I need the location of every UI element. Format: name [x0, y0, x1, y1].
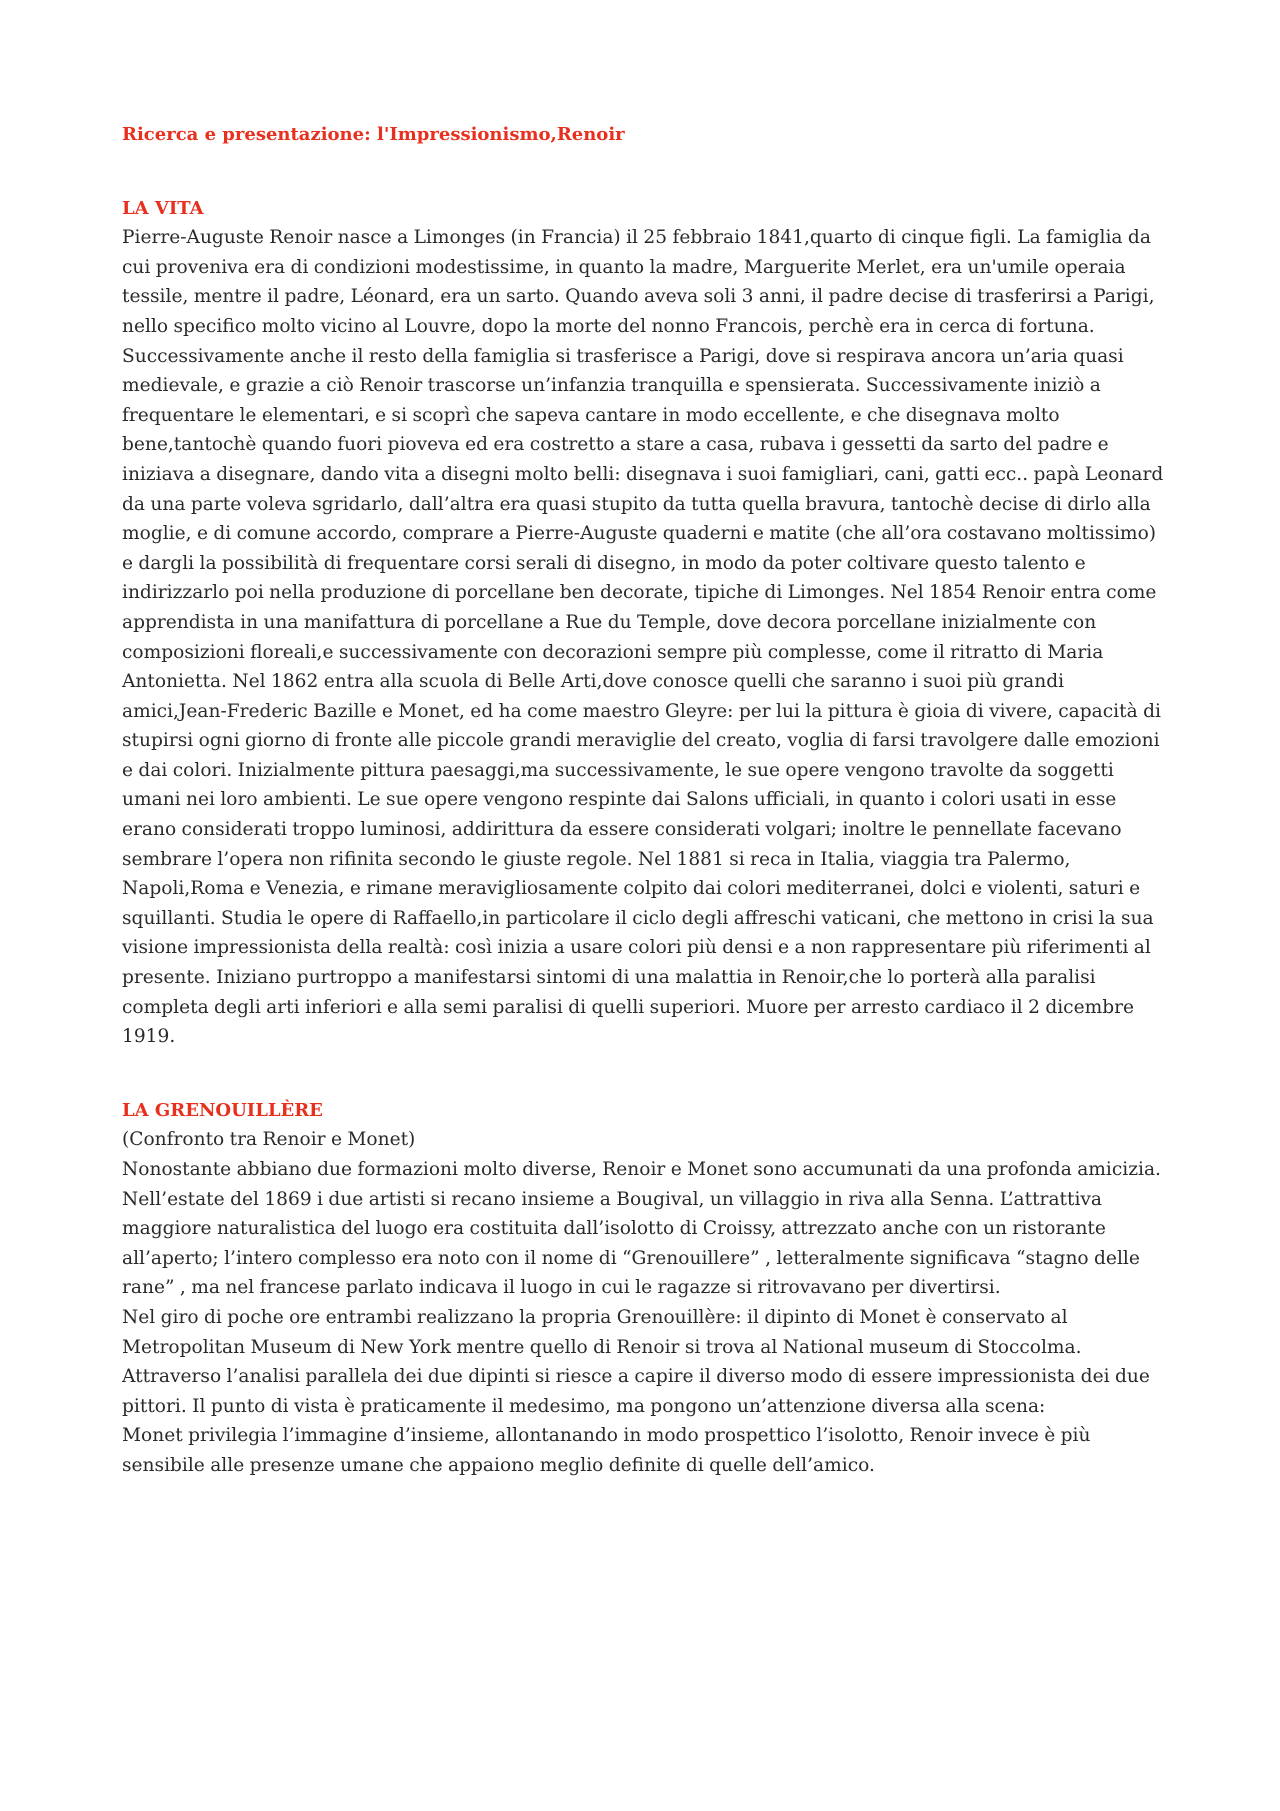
section-heading: LA VITA	[122, 197, 204, 219]
section-paragraph: Nel giro di poche ore entrambi realizzano la propria Grenouillère: il dipinto di Monet è conservato al Metropolitan Museum di New York mentre quello di Renoir si trova al National museum di Stoccolma.	[122, 1306, 1082, 1358]
section-paragraph: Nonostante abbiano due formazioni molto diverse, Renoir e Monet sono accumunati da una profonda amicizia.	[122, 1159, 1161, 1180]
section-la-vita	[122, 194, 1170, 1052]
spacer	[122, 150, 1170, 194]
document-page	[122, 120, 1170, 1481]
section-paragraph: Nell’estate del 1869 i due artisti si recano insieme a Bougival, un villaggio in riva alla Senna. L’attrattiva maggiore naturalistica del luogo era costituita dall’isolotto di Croissy, attrezzato anche con un ristorante all’aperto; l’intero complesso era noto con il nome di “Grenouillere” , letteralmente significava “stagno delle rane” , ma nel francese parlato indicava il luogo in cui le ragazze si ritrovavano per divertirsi.	[122, 1188, 1140, 1299]
section-paragraph: Monet privilegia l’immagine d’insieme, allontanando in modo prospettico l’isolotto, Renoir invece è più sensibile alle presenze umane che appaiono meglio definite di quelle dell’amico.	[122, 1425, 1091, 1476]
section-heading: LA GRENOUILLÈRE	[122, 1099, 323, 1121]
section-paragraph: Attraverso l’analisi parallela dei due dipinti si riesce a capire il diverso modo di essere impressionista dei due pittori. Il punto di vista è praticamente il medesimo, ma pongono un’attenzione diversa alla scena:	[122, 1366, 1150, 1417]
section-paragraph: Pierre-Auguste Renoir nasce a Limonges (in Francia) il 25 febbraio 1841,quarto di cinque figli. La famiglia da cui proveniva era di condizioni modestissime, in quanto la madre, Marguerite Merlet, era un'umile operaia tessile, mentre il padre, Léonard, era un sarto. Quando aveva soli 3 anni, il padre decise di trasferirsi a Parigi, nello specifico molto vicino al Louvre, dopo la morte del nonno Francois, perchè era in cerca di fortuna. Successivamente anche il resto della famiglia si trasferisce a Parigi, dove si respirava ancora un’aria quasi medievale, e grazie a ciò Renoir trascorse un’infanzia tranquilla e spensierata. Successivamente iniziò a frequentare le elementari, e si scoprì che sapeva cantare in modo eccellente, e che disegnava molto bene,tantochè quando fuori pioveva ed era costretto a stare a casa, rubava i gessetti da sarto del padre e iniziava a disegnare, dando vita a disegni molto belli: disegnava i suoi famigliari, cani, gatti ecc.. papà Leonard da una parte voleva sgridarlo, dall’altra era quasi stupito da tutta quella bravura, tantochè decise di dirlo alla moglie, e di comune accordo, comprare a Pierre-Auguste quaderni e matite (che all’ora costavano moltissimo) e dargli la possibilità di frequentare corsi serali di disegno, in modo da poter coltivare questo talento e indirizzarlo poi nella produzione di porcellane ben decorate, tipiche di Limonges. Nel 1854 Renoir entra come apprendista in una manifattura di porcellane a Rue du Temple, dove decora porcellane inizialmente con composizioni floreali,e successivamente con decorazioni sempre più complesse, come il ritratto di Maria Antonietta. Nel 1862 entra alla scuola di Belle Arti,dove conosce quelli che saranno i suoi più grandi amici,Jean-Frederic Bazille e Monet, ed ha come maestro Gleyre: per lui la pittura è gioia di vivere, capacità di stupirsi ogni giorno di fronte alle piccole grandi meraviglie del creato, voglia di farsi travolgere dalle emozioni e dai colori. Inizialmente pittura paesaggi,ma successivamente, le sue opere vengono travolte da soggetti umani nei loro ambienti. Le sue opere vengono respinte dai Salons ufficiali, in quanto i colori usati in esse erano considerati troppo luminosi, addirittura da essere considerati volgari; inoltre le pennellate facevano sembrare l’opera non rifinita secondo le giuste regole. Nel 1881 si reca in Italia, viaggia tra Palermo, Napoli,Roma e Venezia, e rimane meravigliosamente colpito dai colori mediterranei, dolci e violenti, saturi e squillanti. Studia le opere di Raffaello,in particolare il ciclo degli affreschi vaticani, che mettono in crisi la sua visione impressionista della realtà: così inizia a usare colori più densi e a non rappresentare più riferimenti al presente. Iniziano purtroppo a manifestarsi sintomi di una malattia in Renoir,che lo porterà alla paralisi completa degli arti inferiori e alla semi paralisi di quelli superiori. Muore per arresto cardiaco il 2 dicembre 1919.	[122, 227, 1164, 1048]
document-title: Ricerca e presentazione: l'Impressionismo,Renoir	[122, 124, 625, 145]
section-subtitle: (Confronto tra Renoir e Monet)	[122, 1129, 416, 1151]
section-la-grenouillere	[122, 1096, 1170, 1481]
spacer	[122, 1052, 1170, 1096]
